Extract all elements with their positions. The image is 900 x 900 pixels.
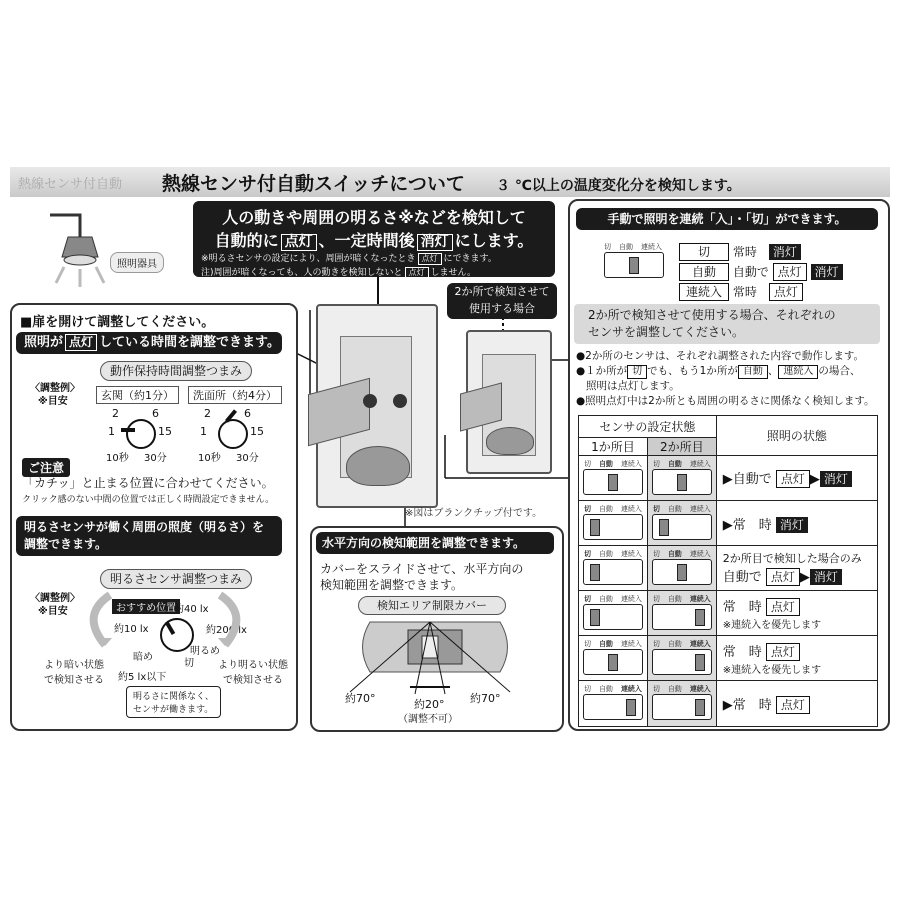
callout-on-tag: 点灯 [281,234,317,251]
switch-labels [653,459,711,469]
state-subnote: ※連続入を優先します [722,664,822,676]
switch-icon [652,694,712,720]
switch-position-label: 連続入 [689,504,711,513]
state-prefix: 自動で [722,570,762,585]
place2-switch-cell [647,681,716,727]
brighter-state-line1: より明るい状態 [218,660,288,671]
manual-switch-knob [629,257,639,274]
switch-labels [653,594,711,604]
header-faint-text: 熱線センサ付自動 [18,177,123,192]
switch-position-label: 連続入 [689,594,711,603]
switch-knob [695,609,705,626]
caution-line1: 「カチッ」と止まる位置に合わせてください。 [22,476,274,490]
dial-2-tick-30m: 30分 [236,453,259,464]
switch-position-label: 自動 [598,594,613,603]
switch-icon [652,514,712,540]
brightness-arrows [60,590,270,650]
switch-icon [583,559,643,585]
callout-off-tag: 消灯 [417,234,453,251]
switch-position-label: 自動 [598,639,613,648]
bright-label: 明るめ [190,646,220,657]
state-tag-2: 消灯 [810,569,842,585]
manual-row-continuous-result: 点灯 [769,283,803,301]
state-prefix: ▶自動で [722,472,772,487]
switch-position-label: 連続入 [689,685,711,693]
state-line [723,468,871,488]
switch-knob [590,609,600,626]
switch-position-label: 切 [652,549,660,558]
switch-knob [695,699,705,716]
brightness-bar [16,516,282,556]
switch-knob [590,519,600,536]
switch-knob [608,654,618,671]
state-arrow: ▶ [809,472,820,487]
state-prefix: 常 時 [722,599,762,615]
switch-position-label: 連続入 [689,639,711,648]
place1-switch-cell [579,546,648,591]
note-box-line1: 明るさに関係なく、 [133,692,214,702]
horizontal-desc1: カバーをスライドさせて、水平方向の [320,562,524,576]
state-line [723,641,871,661]
callout-note2-tag: 点灯 [405,267,429,279]
dial-2-knob [218,419,248,449]
lx200-label: 約200 lx [206,625,247,636]
time-knob-title: 動作保持時間調整つまみ [100,361,252,381]
angle-right: 約70° [470,692,501,705]
manual-rows [679,242,843,302]
dark-label: 暗め [133,652,153,663]
switch-icon [583,604,643,630]
switch-knob [608,474,618,491]
bullet-2 [576,364,882,379]
switch-labels [584,504,642,514]
switch-position-label: 切 [583,504,591,513]
light-state-cell [716,501,877,546]
state-arrow: ▶ [799,570,810,585]
switch-labels [584,549,642,559]
place2-switch-cell [647,636,716,681]
switch-labels [653,639,711,649]
manual-row-continuous-tag: 連続入 [679,283,729,301]
note-box-line2: センサが働きます。 [133,705,214,715]
switch-icon [583,514,643,540]
manual-row-off-result: 消灯 [769,244,801,260]
manual-row-off-mode: 常時 [732,245,757,259]
time-bar-pre: 照明が [24,335,64,350]
light-state-cell [716,681,877,727]
gray-line2: センサを調整してください。 [588,325,745,339]
light-state-cell [716,546,877,591]
place1-switch-cell [579,591,648,636]
state-tag: 点灯 [766,643,800,661]
light-state-cell [716,456,877,501]
switch-plate-main [316,304,438,508]
switch-position-label: 切 [652,685,660,693]
bullet-2-sep: 、 [767,365,779,377]
state-tag: 消灯 [776,517,808,533]
switch-icon [583,694,643,720]
switch-position-label: 切 [583,685,591,693]
callout-note2-post: しません。 [430,268,477,278]
blank-chip-note: ※図はブランクチップ付です。 [405,508,543,519]
switch-position-label: 自動 [598,685,613,693]
dial-1-tick-15: 15 [158,425,172,438]
switch-position-label: 切 [583,639,591,648]
state-tag: 点灯 [776,696,810,714]
table-row [579,501,878,546]
callout-line1: 人の動きや周囲の明るさ※などを検知して [222,208,526,227]
manual-row-auto-tag: 自動 [679,263,729,281]
dial-1-tick-30m: 30分 [144,453,167,464]
place2-switch-cell [647,591,716,636]
switch-position-label: 連続入 [620,549,642,558]
brightness-knob-icon[interactable] [393,394,407,408]
gray-line1: 2か所で検知させて使用する場合、それぞれの [588,308,836,322]
switch-position-label: 切 [652,504,660,513]
state-tag: 点灯 [766,568,800,586]
caution-tag: ご注意 [22,458,70,477]
state-line [723,514,871,533]
example-sub: ※目安 [38,396,68,407]
switch-position-label: 自動 [667,639,682,648]
switch-position-label: 連続入 [689,549,711,558]
manual-row-off [679,242,843,262]
table-row [579,636,878,681]
callout-note1-tag: 点灯 [418,253,442,265]
manual-row-continuous-mode: 常時 [732,285,757,299]
sensor-state-table [578,415,878,727]
bullet-3: ●照明点灯中は2か所とも周囲の明るさに関係なく検知します。 [576,395,875,407]
switch-position-label: 自動 [598,459,613,468]
dial-1-tick-2: 2 [112,407,119,420]
two-place-callout [447,283,557,319]
bullet-2-tag3: 連続入 [778,365,818,379]
table-row [579,456,878,501]
bullet-2-post: の場合、 [818,365,861,377]
darker-state-line1: より暗い状態 [44,660,104,671]
switch-icon [583,469,643,495]
time-adjust-bar [16,332,282,354]
switch-labels [653,549,711,559]
time-dial-2[interactable] [198,405,280,464]
dial-2-tick-2: 2 [204,407,211,420]
table-row [579,591,878,636]
switch-position-label: 自動 [667,594,682,603]
time-bar-tag: 点灯 [65,334,97,351]
switch-position-label: 連続入 [620,459,642,468]
switch-labels [584,684,642,694]
switch-position-label: 自動 [667,459,682,468]
bullet-1: ●2か所のセンサは、それぞれ調整された内容で動作します。 [576,350,865,362]
state-line [723,694,871,714]
switch-icon [652,469,712,495]
switch-position-label: 自動 [598,549,613,558]
sensor-lens-second-icon [486,427,534,455]
angle-left: 約70° [345,692,376,705]
place1-switch-cell [579,681,648,727]
switch-position-label: 連続入 [620,685,642,693]
switch-knob [695,654,705,671]
switch-position-label: 切 [652,594,660,603]
caution-line2: クリック感のない中間の位置では正しく時間設定できません。 [22,495,275,505]
dial1-label: 玄関（約1分） [96,386,179,404]
bullet-2-tag1: 切 [627,365,647,379]
bullet-2-tag2: 自動 [738,365,768,379]
callout-note1-pre: ※明るさセンサの設定により、周囲が暗くなったとき [201,254,416,264]
darker-state [44,656,104,686]
state-prefix: ▶常 時 [722,517,772,533]
manual-row-auto-result2: 消灯 [811,264,843,280]
switch-labels [584,594,642,604]
manual-bar: 手動で照明を連続「入」・「切」ができます。 [576,208,878,230]
horizontal-range-bar: 水平方向の検知範囲を調整できます。 [316,532,554,554]
switch-position-label: 連続入 [620,594,642,603]
example-label: 〈調整例〉 [30,383,80,394]
brighter-state [218,656,288,686]
dial-2-tick-10s: 10秒 [198,453,221,464]
recommended-tag: おすすめ位置 [112,599,180,614]
manual-row-auto-mode: 自動で [732,265,769,279]
place2-switch-cell [647,546,716,591]
horizontal-desc2: 検知範囲を調整できます。 [320,578,464,592]
switch-label-auto: 自動 [619,243,633,251]
bullet-2-mid: でも、もう1か所が [647,365,738,377]
darker-state-line2: で検知させる [44,675,104,686]
light-state-cell [716,591,877,636]
switch-plate-second [466,330,552,474]
time-knob-icon[interactable] [363,394,377,408]
brightness-bar-line2: 調整できます。 [24,537,108,551]
manual-switch[interactable] [604,242,664,282]
switch-icon [652,559,712,585]
page-title: 熱線センサ付自動スイッチについて [162,173,465,195]
callout-line2-mid: 、一定時間後 [318,231,415,250]
brightness-knob-title: 明るさセンサ調整つまみ [100,569,252,589]
switch-position-label: 連続入 [620,504,642,513]
bright-example-label: 〈調整例〉 [30,593,80,604]
callout-note2-pre: 注)周囲が暗くなっても、人の動きを検知しないと [201,268,403,278]
switch-labels [584,639,642,649]
place2-switch-cell [647,501,716,546]
switch-position-label: 切 [652,459,660,468]
lx40-label: 約40 lx [174,604,209,615]
manual-row-off-tag: 切 [679,243,729,261]
switch-label-continuous: 連続入 [641,243,662,251]
dial-2-tick-1: 1 [200,425,207,438]
angle-note: （調整不可） [398,714,458,725]
state-prefix: 常 時 [722,644,762,660]
page-subtitle: ３ ℃以上の温度変化分を検知します。 [496,178,741,194]
sensor-lens-icon [346,446,410,486]
switch-position-label: 連続入 [620,639,642,648]
dial-1-tick-6: 6 [152,407,159,420]
dial-1-knob [126,419,156,449]
place1-switch-cell [579,636,648,681]
table-row [579,681,878,727]
switch-labels [653,504,711,514]
state-prefix: ▶常 時 [722,697,772,713]
dial-2-tick-6: 6 [244,407,251,420]
bullet-2-pre: ●１か所が [576,365,628,377]
switch-icon [583,649,643,675]
switch-position-label: 切 [652,639,660,648]
switch-position-label: 自動 [667,549,682,558]
dial-1-pointer [121,428,135,432]
switch-knob [590,564,600,581]
off-label: 切 [184,658,194,669]
time-bar-post: している時間を調整できます。 [99,335,280,350]
switch-knob [659,519,669,536]
light-state-cell [716,636,877,681]
state-line [723,566,871,586]
manual-switch-labels [604,242,662,252]
switch-position-label: 自動 [667,504,682,513]
switch-icon [652,649,712,675]
state-subnote: ※連続入を優先します [722,619,822,631]
switch-knob [677,474,687,491]
switch-labels [584,459,642,469]
dial2-label: 洗面所（約4分） [188,386,282,404]
table-head-state: 照明の状態 [716,416,877,456]
bright-example-sub: ※目安 [38,606,68,617]
two-place-line1: 2か所で検知させて [454,285,550,298]
angle-center: 約20° [414,698,445,711]
two-place-line2: 使用する場合 [469,302,535,315]
note-box [126,686,221,718]
place2-switch-cell [647,456,716,501]
switch-position-label: 連続入 [689,459,711,468]
manual-switch-body [604,252,664,278]
bullets [576,349,882,409]
switch-labels [653,684,711,694]
switch-position-label: 自動 [598,504,613,513]
bullet-2-line2: 照明は点灯します。 [586,380,680,392]
place1-switch-cell [579,501,648,546]
callout-line2-post: にします。 [454,231,534,250]
state-note: 2か所目で検知した場合のみ [722,552,862,565]
two-place-gray-box [574,304,880,344]
dial-2-tick-15: 15 [250,425,264,438]
time-dial-1[interactable] [100,405,180,464]
switch-position-label: 切 [583,549,591,558]
switch-icon [652,604,712,630]
state-line [723,596,871,616]
place1-switch-cell [579,456,648,501]
callout-note1-post: にできます。 [443,254,497,264]
switch-position-label: 切 [583,459,591,468]
lx10-label: 約10 lx [114,624,149,635]
table-head-setting: センサの設定状態 [579,416,717,438]
state-tag-2: 消灯 [820,471,852,487]
dial-1-tick-10s: 10秒 [106,453,129,464]
table-head-place1: 1か所目 [579,438,648,456]
manual-row-continuous [679,282,843,302]
table-row [579,546,878,591]
switch-knob [677,564,687,581]
table-head-place2: 2か所目 [647,438,716,456]
brightness-bar-line1: 明るさセンサが働く周囲の照度（明るさ）を [24,520,265,534]
left-panel-heading: ■扉を開けて調整してください。 [20,315,215,330]
state-tag: 点灯 [776,470,810,488]
dial-1-tick-1: 1 [108,425,115,438]
switch-label-off: 切 [604,243,611,251]
cover-label: 検知エリア制限カバー [358,596,506,615]
switch-position-label: 自動 [667,685,682,693]
lamp-label: 照明器具 [110,252,164,273]
lx5-label: 約5 lx以下 [118,672,167,683]
callout-line2-pre: 自動的に [214,231,279,250]
manual-row-auto-result1: 点灯 [773,263,807,281]
brighter-state-line2: で検知させる [223,675,283,686]
state-tag: 点灯 [766,598,800,616]
switch-position-label: 切 [583,594,591,603]
switch-knob [626,699,636,716]
manual-row-auto [679,262,843,282]
